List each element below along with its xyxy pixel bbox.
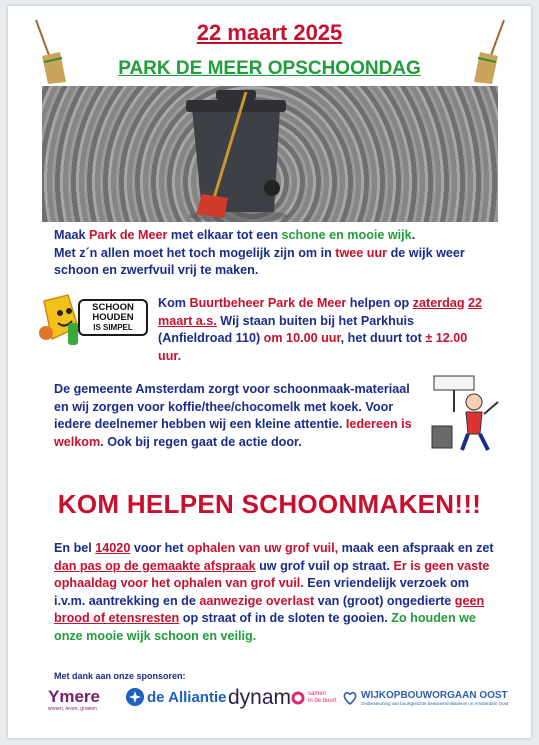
dynamo-logo: dynam samen in de buurt: [228, 686, 337, 709]
sponsor-logos: [48, 686, 518, 726]
sponsors-thanks-label: Met dank aan onze sponsoren:: [54, 671, 186, 681]
cleaning-cartoon-icon: [424, 372, 504, 454]
ymere-logo: Ymere wonen, leven, groeien: [48, 687, 100, 712]
wijkopbouworgaan-logo: WIJKOPBOUWORGAAN OOST Ondersteuning van buurtgerichte bewonersinitiatieven in Amsterdam Oost: [342, 690, 508, 706]
dynamo-o-icon: [291, 691, 305, 705]
alliantie-star-icon: [126, 688, 144, 706]
bulk-waste-paragraph: En bel 14020 voor het ophalen van uw grof vuil, maak een afspraak en zet dan pas op de gemaakte afspraak uw grof vuil op straat. Er is geen vaste ophaaldag voor het ophalen van grof vuil. Een vriendelijk verzoek om i.v.m. aantrekking en de aanwezige overlast van (groot) ongedierte geen brood of etensresten op straat of in de sloten te gooien. Zo houden we onze mooie wijk schoon en veilig.: [54, 541, 494, 643]
alliantie-logo: de Alliantie: [126, 688, 226, 706]
flyer-page: [8, 6, 531, 738]
cta-heading: KOM HELPEN SCHOONMAKEN!!!: [57, 489, 482, 519]
schoon-houden-sign: SCHOON HOUDEN IS SIMPEL: [78, 299, 148, 336]
schoon-houden-logo: [38, 291, 150, 349]
page-title: PARK DE MEER OPSCHOONDAG: [118, 58, 421, 79]
invitation-paragraph: Kom Buurtbeheer Park de Meer helpen op zaterdag 22 maart a.s. Wij staan buiten bij het Parkhuis (Anfieldroad 110) om 10.00 uur, het duurt tot ± 12.00 uur.: [158, 296, 483, 363]
mascot-icon: [38, 291, 82, 349]
hero-image-wheelie-bin: [42, 86, 498, 222]
municipality-paragraph: De gemeente Amsterdam zorgt voor schoonmaak-materiaal en wij zorgen voor koffie/thee/chocomelk met koek. Voor iedere deelnemer hebben wij een kleine attentie. Iedereen is welkom. Ook bij regen gaat de actie door.: [54, 382, 412, 449]
event-date: 22 maart 2025: [196, 20, 343, 45]
wijk-heart-icon: [342, 690, 358, 706]
wheelie-bin-icon: [42, 86, 498, 222]
intro-paragraph: Maak Park de Meer met elkaar tot een schone en mooie wijk. Met z´n allen moet het toch mogelijk zijn om in twee uur de wijk weer schoon en zwerfvuil vrij te maken.: [54, 228, 465, 277]
